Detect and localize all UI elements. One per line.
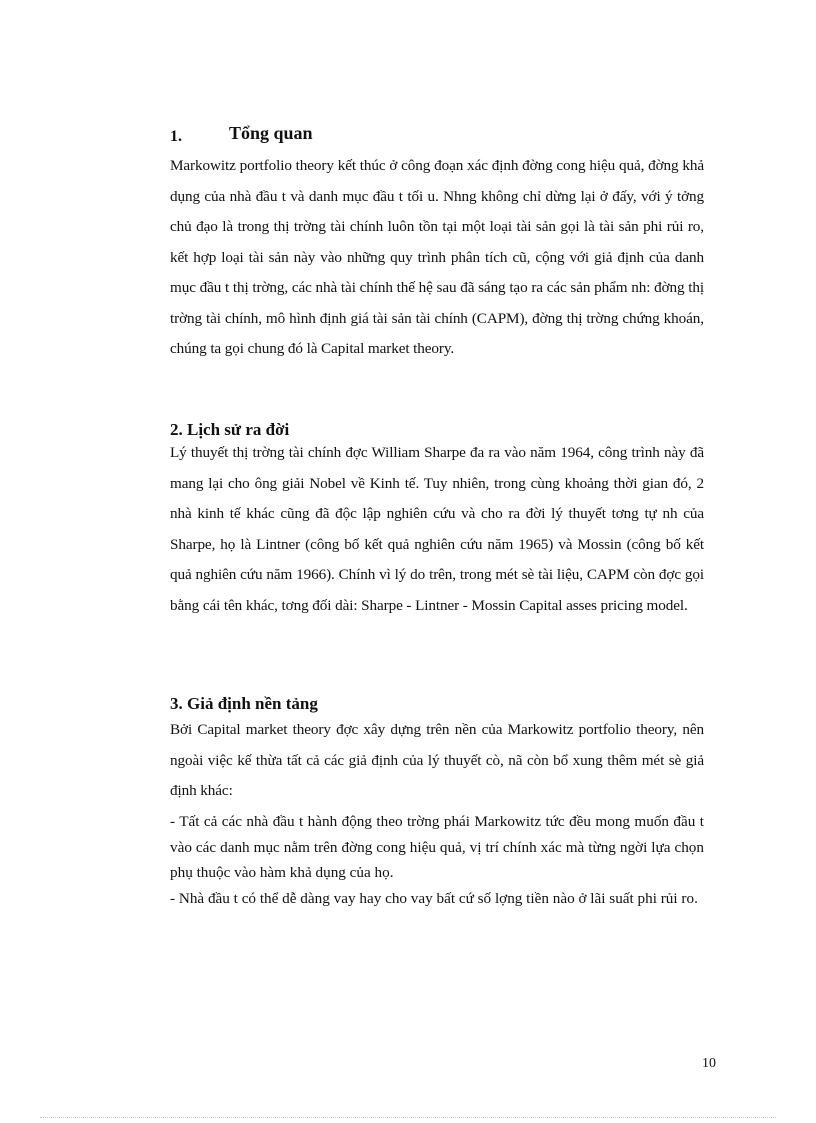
assumption-bullet-2: - Nhà đầu t có thể dễ dàng vay hay cho vay bất cứ số lợng tiền nào ở lãi suất phi rủi ro. (170, 890, 698, 907)
section-2-title: 2. Lịch sử ra đời (170, 420, 290, 439)
section-1-paragraph: Markowitz portfolio theory kết thúc ở công đoạn xác định đờng cong hiệu quả, đờng khả dụng của nhà đầu t và danh mục đầu t tối u. Nhng không chỉ dừng lại ở đấy, với ý tởng chủ đạo là trong thị trờng tài chính luôn tồn tại một loại tài sản gọi là tài sản phi rủi ro, kết hợp loại tài sản này vào những quy trình phân tích cũ, cộng với giả định của danh mục đầu t thị trờng, các nhà tài chính thế hệ sau đã sáng tạo ra các sản phẩm nh: đờng thị trờng tài chính, mô hình định giá tài sản tài chính (CAPM), đờng thị trờng chứng khoán, chúng ta gọi chung đó là Capital market theory. (170, 157, 704, 357)
page-number: 10 (702, 1056, 716, 1071)
assumption-bullet-1: - Tất cả các nhà đầu t hành động theo trờng phái Markowitz tức đều mong muốn đầu t vào các danh mục nằm trên đờng cong hiệu quả, vị trí chính xác mà từng ngời lựa chọn phụ thuộc vào hàm khả dụng của họ. (170, 813, 704, 881)
section-1-number: 1. (170, 128, 182, 145)
section-2-paragraph: Lý thuyết thị trờng tài chính đợc William Sharpe đa ra vào năm 1964, công trình này đã mang lại cho ông giải Nobel về Kinh tế. Tuy nhiên, trong cùng khoảng thời gian đó, 2 nhà kinh tế khác cũng đã độc lập nghiên cứu và cho ra đời lý thuyết tơng tự nh của Sharpe, họ là Lintner (công bố kết quả nghiên cứu năm 1965) và Mossin (công bố kết quả nghiên cứu năm 1966). Chính vì lý do trên, trong mét sè tài liệu, CAPM còn đợc gọi bằng cái tên khác, tơng đối dài: Sharpe - Lintner - Mossin Capital asses pricing model. (170, 444, 704, 614)
section-3-paragraph: Bởi Capital market theory đợc xây dựng trên nền của Markowitz portfolio theory, nên ngoài việc kế thừa tất cả các giả định của lý thuyết cò, nã còn bổ xung thêm mét sè giả định khác: (170, 721, 704, 799)
section-3-title: 3. Giả định nền tảng (170, 694, 318, 713)
page-bottom-divider (40, 1117, 776, 1118)
section-1-title: Tổng quan (229, 123, 313, 143)
